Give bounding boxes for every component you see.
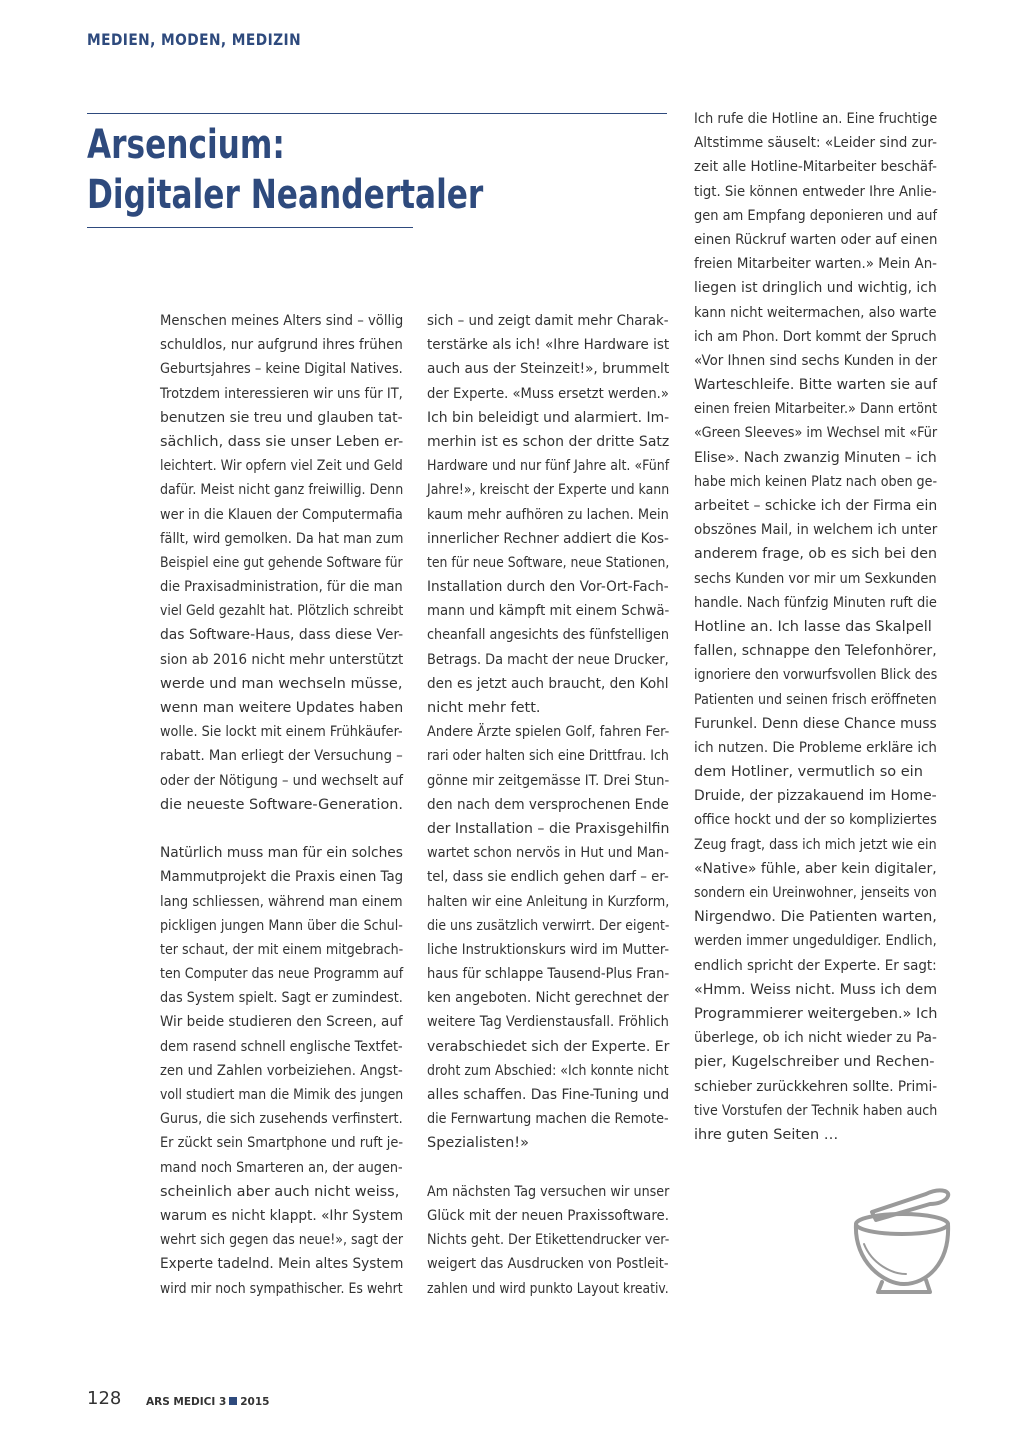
text-line: dem Hotliner, vermutlich so ein	[694, 764, 923, 781]
text-line: ihre guten Seiten …	[694, 1126, 839, 1143]
text-line: scheinlich aber auch nicht weiss,	[160, 1183, 400, 1200]
text-line: sächlich, dass sie unser Leben er-	[160, 433, 404, 450]
text-line: habe mich keinen Platz nach oben ge-	[694, 473, 938, 490]
text-line: arbeitet – schicke ich der Firma ein	[694, 498, 938, 514]
text-line: Gurus, die sich zusehends verfinstert.	[160, 1111, 403, 1128]
text-line: merhin ist es schon der dritte Satz	[427, 433, 670, 450]
text-line: viel Geld gezahlt hat. Plötzlich schreibt	[160, 603, 404, 620]
text-line: kann nicht weitermachen, also warte	[694, 304, 937, 321]
text-line: wartet schon nervös in Hut und Man-	[427, 845, 669, 862]
text-line: Zeug fragt, dass ich mich jetzt wie ein	[694, 836, 937, 853]
title-rule-top	[87, 113, 667, 114]
text-line: wer in die Klauen der Computermafia	[160, 506, 403, 523]
text-line: sich – und zeigt damit mehr Charak-	[427, 313, 669, 329]
text-line: Jahre!», kreischt der Experte und kann	[427, 482, 670, 499]
text-column-3	[694, 107, 937, 1147]
text-line: Furunkel. Denn diese Chance muss	[694, 715, 937, 732]
title-line-2: Digitaler Neandertaler	[87, 172, 484, 218]
text-line: sion ab 2016 nicht mehr unterstützt	[160, 651, 404, 668]
magazine-year: 2015	[240, 1396, 270, 1408]
text-line: liegen ist dringlich und wichtig, ich	[694, 280, 937, 297]
text-line: «Green Sleeves» im Wechsel mit «Für	[694, 425, 938, 442]
text-line: fällt, wird gemolken. Da hat man zum	[160, 530, 404, 547]
text-line: Ich rufe die Hotline an. Eine fruchtige	[694, 111, 938, 127]
text-line: den nach dem versprochenen Ende	[427, 796, 669, 813]
text-line: zeit alle Hotline-Mitarbeiter beschäf-	[694, 159, 937, 176]
text-line: liche Instruktionskurs wird im Mutter-	[427, 941, 670, 958]
text-line: freien Mitarbeiter warten.» Mein An-	[694, 256, 938, 273]
text-line: überlege, ob ich nicht wieder zu Pa-	[694, 1030, 937, 1047]
text-line: ten Computer das neue Programm auf	[160, 966, 404, 983]
text-line: haus für schlappe Tausend-Plus Fran-	[427, 966, 670, 983]
text-line: cheanfall angesichts des fünfstelligen	[427, 627, 670, 644]
paragraph-gap	[160, 817, 403, 841]
text-line: Natürlich muss man für ein solches	[160, 845, 403, 862]
text-column-1	[160, 309, 403, 1301]
text-line: ignoriere den vorwurfsvollen Blick des	[694, 667, 938, 684]
text-line: innerlicher Rechner addiert die Kos-	[427, 530, 669, 547]
text-line: ich am Phon. Dort kommt der Spruch	[694, 328, 937, 345]
text-line: einen freien Mitarbeiter.» Dann ertönt	[694, 401, 938, 418]
text-line: benutzen sie treu und glauben tat-	[160, 409, 403, 426]
text-line: die uns zusätzlich verwirrt. Der eigent-	[427, 917, 670, 934]
text-line: warum es nicht klappt. «Ihr System	[160, 1207, 404, 1224]
text-line: Patienten und seinen frisch eröffneten	[694, 691, 937, 708]
text-line: die neueste Software-Generation.	[160, 796, 403, 813]
section-label: MEDIEN, MODEN, MEDIZIN	[87, 30, 302, 49]
text-line: einen Rückruf warten oder auf einen	[694, 231, 938, 248]
text-line: schieber zurückkehren sollte. Primi-	[694, 1078, 938, 1095]
text-line: Trotzdem interessieren wir uns für IT,	[160, 385, 403, 402]
text-line: Wir beide studieren den Screen, auf	[160, 1014, 403, 1031]
text-line: dafür. Meist nicht ganz freiwillig. Denn	[160, 482, 404, 499]
page-number: 128	[87, 1388, 122, 1409]
text-line: kaum mehr aufhören zu lachen. Mein	[427, 506, 669, 523]
text-line: Betrags. Da macht der neue Drucker,	[427, 651, 669, 668]
text-line: zahlen und wird punkto Layout kreativ.	[427, 1280, 669, 1297]
text-line: wehrt sich gegen das neue!», sagt der	[160, 1232, 404, 1249]
text-line: lang schliessen, während man einem	[160, 893, 403, 910]
text-line: pickligen jungen Mann über die Schul-	[160, 917, 403, 934]
text-line: Hardware und nur fünf Jahre alt. «Fünf	[427, 458, 670, 475]
text-line: Menschen meines Alters sind – völlig	[160, 313, 404, 329]
text-line: Altstimme säuselt: «Leider sind zur-	[694, 135, 937, 152]
square-separator-icon	[229, 1397, 237, 1405]
text-line: Ich bin beleidigt und alarmiert. Im-	[427, 409, 670, 426]
text-line: werde und man wechseln müsse,	[160, 675, 403, 692]
text-line: Experte tadelnd. Mein altes System	[160, 1256, 404, 1273]
text-line: ten für neue Software, neue Stationen,	[427, 554, 670, 571]
title-rule-bottom	[87, 227, 413, 228]
magazine-name: ARS MEDICI 3	[146, 1396, 227, 1408]
text-line: zen und Zahlen vorbeiziehen. Angst-	[160, 1062, 403, 1079]
text-line: handle. Nach fünfzig Minuten ruft die	[694, 594, 937, 611]
article-title	[87, 120, 483, 220]
text-line: «Native» fühle, aber kein digitaler,	[694, 860, 937, 877]
text-line: Programmierer weitergeben.» Ich	[694, 1005, 938, 1022]
text-line: tigt. Sie können entweder Ihre Anlie-	[694, 183, 937, 200]
text-line: weitere Tag Verdienstausfall. Fröhlich	[427, 1014, 669, 1031]
paragraph-gap	[427, 1156, 669, 1180]
text-line: alles schaffen. Das Fine-Tuning und	[427, 1087, 670, 1103]
text-line: tive Vorstufen der Technik haben auch	[694, 1102, 938, 1119]
text-line: terstärke als ich! «Ihre Hardware ist	[427, 337, 670, 354]
text-line: verabschiedet sich der Experte. Er	[427, 1038, 670, 1055]
text-line: voll studiert man die Mimik des jungen	[160, 1087, 404, 1103]
text-line: «Vor Ihnen sind sechs Kunden in der	[694, 352, 938, 369]
text-line: werden immer ungeduldiger. Endlich,	[694, 933, 937, 950]
text-line: Nirgendwo. Die Patienten warten,	[694, 909, 937, 926]
text-line: die Fernwartung machen die Remote-	[427, 1111, 669, 1128]
text-line: Druide, der pizzakauend im Home-	[694, 788, 937, 805]
text-line: Warteschleife. Bitte warten sie auf	[694, 377, 938, 394]
text-line: wenn man weitere Updates haben	[160, 700, 404, 716]
text-line: der Experte. «Muss ersetzt werden.»	[427, 385, 669, 402]
text-line: halten wir eine Anleitung in Kurzform,	[427, 893, 670, 910]
text-line: gönne mir zeitgemässe IT. Drei Stun-	[427, 772, 670, 789]
text-line: Nichts geht. Der Etikettendrucker ver-	[427, 1232, 670, 1249]
text-line: «Hmm. Weiss nicht. Muss ich dem	[694, 981, 938, 998]
text-line: der Installation – die Praxisgehilfin	[427, 820, 670, 837]
text-line: wolle. Sie lockt mit einem Frühkäufer-	[160, 724, 403, 741]
text-line: office hockt und der so kompliziertes	[694, 812, 937, 829]
text-line: oder der Nötigung – und wechselt auf	[160, 772, 404, 789]
text-line: Geburtsjahres – keine Digital Natives.	[160, 361, 403, 378]
text-line: rari oder halten sich eine Drittfrau. Ich	[427, 748, 669, 765]
text-line: schuldlos, nur aufgrund ihres frühen	[160, 337, 403, 354]
text-line: mand noch Smarteren an, der augen-	[160, 1159, 403, 1176]
text-line: Elise». Nach zwanzig Minuten – ich	[694, 449, 937, 466]
text-line: mann und kämpft mit einem Schwä-	[427, 603, 670, 620]
text-line: ter schaut, der mit einem mitgebrach-	[160, 941, 404, 958]
text-line: den es jetzt auch braucht, den Kohl	[427, 675, 669, 692]
text-line: dem rasend schnell englische Textfet-	[160, 1038, 403, 1055]
text-line: das System spielt. Sagt er zumindest.	[160, 990, 403, 1007]
text-line: Beispiel eine gut gehende Software für	[160, 554, 403, 571]
text-line: ken angeboten. Nicht gerechnet der	[427, 990, 669, 1007]
title-line-1: Arsencium:	[87, 122, 285, 168]
text-line: gen am Empfang deponieren und auf	[694, 207, 938, 224]
text-line: nicht mehr fett.	[427, 700, 541, 716]
text-line: Hotline an. Ich lasse das Skalpell	[694, 618, 932, 635]
text-line: wird mir noch sympathischer. Es wehrt	[160, 1280, 403, 1297]
mortar-and-pestle-icon	[842, 1184, 958, 1296]
text-line: Andere Ärzte spielen Golf, fahren Fer-	[427, 724, 670, 741]
text-line: fallen, schnappe den Telefonhörer,	[694, 643, 937, 660]
text-line: rabatt. Man erliegt der Versuchung –	[160, 748, 403, 765]
text-line: tel, dass sie endlich gehen darf – er-	[427, 869, 669, 886]
text-line: pier, Kugelschreiber und Rechen-	[694, 1054, 935, 1071]
text-line: auch aus der Steinzeit!», brummelt	[427, 361, 670, 378]
text-line: die Praxisadministration, für die man	[160, 579, 403, 596]
text-line: das Software-Haus, dass diese Ver-	[160, 627, 404, 644]
text-line: Glück mit der neuen Praxissoftware.	[427, 1207, 669, 1224]
text-line: ich nutzen. Die Probleme erkläre ich	[694, 739, 937, 756]
text-line: obszönes Mail, in welchem ich unter	[694, 522, 938, 539]
text-line: Installation durch den Vor-Ort-Fach-	[427, 579, 669, 596]
text-column-2	[427, 309, 669, 1301]
text-line: Mammutprojekt die Praxis einen Tag	[160, 869, 404, 886]
text-line: sechs Kunden vor mir um Sexkunden	[694, 570, 937, 587]
text-line: sondern ein Ureinwohner, jenseits von	[694, 885, 937, 901]
text-line: anderem frage, ob es sich bei den	[694, 546, 937, 563]
magazine-footer	[146, 1396, 269, 1408]
text-line: Am nächsten Tag versuchen wir unser	[427, 1183, 670, 1200]
text-line: leichtert. Wir opfern viel Zeit und Geld	[160, 458, 403, 475]
text-line: endlich spricht der Experte. Er sagt:	[694, 957, 937, 974]
text-line: Er zückt sein Smartphone und ruft je-	[160, 1135, 404, 1152]
text-line: droht zum Abschied: «Ich konnte nicht	[427, 1062, 669, 1079]
text-line: weigert das Ausdrucken von Postleit-	[427, 1256, 669, 1273]
text-line: Spezialisten!»	[427, 1135, 529, 1152]
